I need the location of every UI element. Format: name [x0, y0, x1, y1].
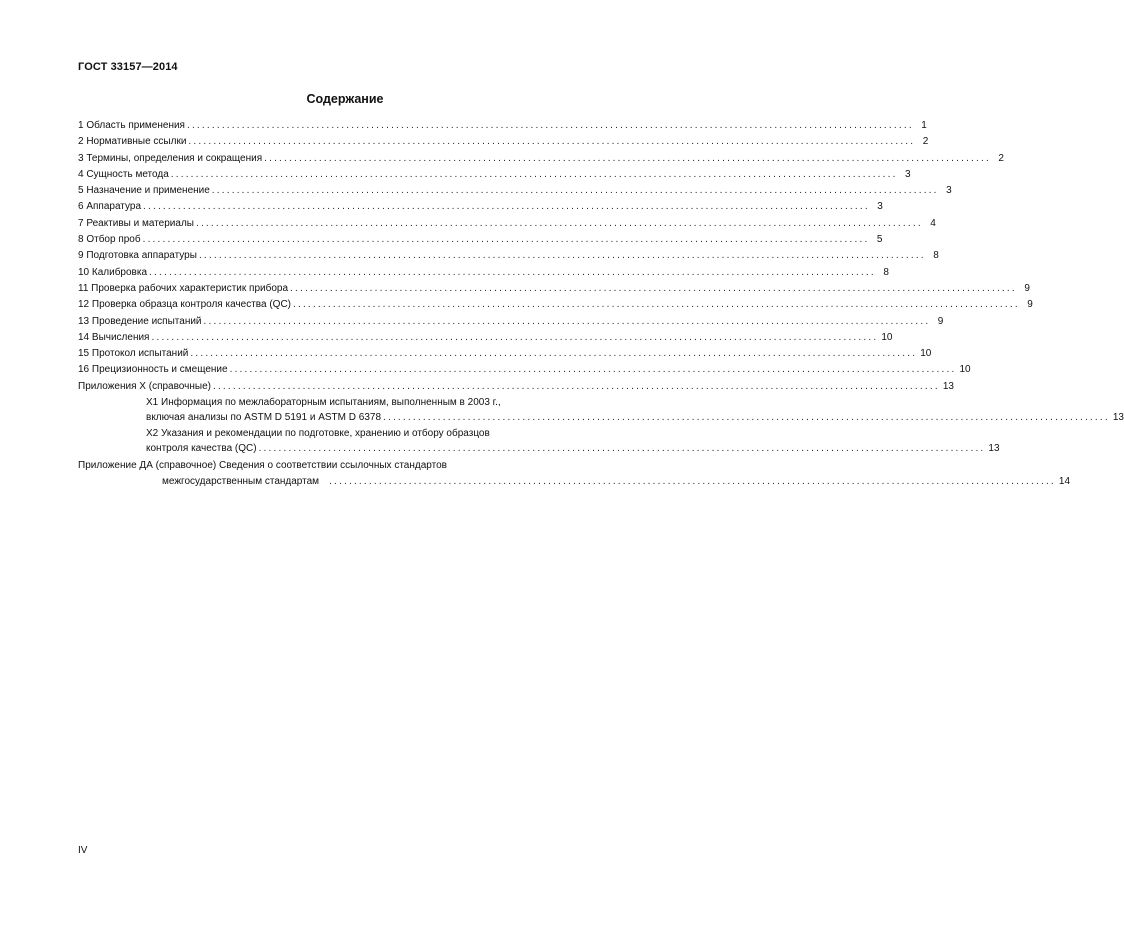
toc-entry-label: 15 Протокол испытаний — [78, 348, 189, 360]
leader-dots: .................................................................................................................................................. — [329, 475, 1056, 487]
leader-dots: .................................................................................................................................................. — [149, 266, 876, 278]
toc-entry-page: 13 — [988, 443, 1000, 455]
toc-entry — [78, 346, 932, 362]
toc-entry — [78, 134, 929, 150]
leader-dots: .................................................................................................................................................. — [151, 331, 879, 343]
toc-entry-label: 13 Проведение испытаний — [78, 315, 202, 327]
appendix-x1-entry — [78, 410, 1124, 426]
toc-entry-label: 4 Сущность метода — [78, 168, 169, 180]
toc-entry-label: 5 Назначение и применение — [78, 185, 210, 197]
toc-entry-page: 13 — [942, 380, 954, 392]
appendix-da-line1: Приложение ДА (справочное) Сведения о соответствии ссылочных стандартов — [78, 459, 447, 471]
toc-entry-label: 14 Вычисления — [78, 331, 150, 343]
appendix-da-line2: межгосударственным стандартам — [162, 475, 320, 487]
toc-entry-page: 9 — [1027, 299, 1033, 311]
leader-dots: .................................................................................................................................................. — [211, 185, 939, 197]
toc-entry-page: 5 — [876, 234, 883, 246]
toc-entry-page: 3 — [946, 185, 952, 197]
toc-entry-label: 11 Проверка рабочих характеристик прибора — [78, 282, 289, 294]
leader-dots: .................................................................................................................................................. — [190, 348, 918, 360]
toc-entry-label: 12 Проверка образца контроля качества (QC) — [78, 299, 291, 311]
leader-dots: .................................................................................................................................................. — [203, 315, 931, 327]
toc-entry — [78, 281, 1030, 297]
toc-entry — [78, 265, 889, 281]
leader-dots: .................................................................................................................................................. — [264, 152, 991, 164]
leader-dots: .................................................................................................................................................. — [170, 168, 898, 180]
toc-entry-page: 10 — [881, 331, 893, 343]
document-code-header: ГОСТ 33157—2014 — [78, 61, 178, 73]
toc-entry-page: 9 — [937, 315, 944, 327]
toc-entry-page: 4 — [930, 217, 936, 229]
toc-entry-label: 1 Область применения — [78, 120, 185, 131]
toc-entry — [78, 183, 952, 199]
appendix-da-entry — [78, 474, 1071, 490]
toc-entry-page: 10 — [959, 364, 971, 376]
toc-entry-label: 7 Реактивы и материалы — [78, 217, 194, 229]
toc-entry-label: 16 Прецизионность и смещение — [78, 364, 228, 376]
toc-entry-page: 2 — [998, 152, 1004, 164]
toc-entry — [78, 151, 1004, 167]
toc-entry-label: 8 Отбор проб — [78, 234, 141, 246]
leader-dots: .................................................................................................................................................. — [290, 282, 1017, 294]
toc-entry — [78, 118, 927, 134]
leader-dots: .................................................................................................................................................. — [188, 136, 916, 148]
toc-entry — [78, 297, 1033, 313]
toc-entry-page: 1 — [921, 120, 927, 131]
toc-entry-page: 8 — [933, 250, 939, 262]
leader-dots: .................................................................................................................................................. — [142, 234, 870, 246]
leader-dots: .................................................................................................................................................. — [229, 364, 957, 376]
toc-entry — [78, 362, 971, 378]
toc-entry-label: Приложения Х (справочные) — [78, 380, 211, 392]
toc-entry-label: 10 Калибровка — [78, 266, 148, 278]
leader-dots: .................................................................................................................................................. — [198, 250, 926, 262]
toc-entry — [78, 314, 944, 330]
toc-entry-label: 2 Нормативные ссылки — [78, 136, 187, 148]
toc-entry — [78, 379, 954, 395]
toc-entry — [78, 248, 939, 264]
toc-title: Содержание — [306, 92, 384, 106]
leader-dots: .................................................................................................................................................. — [143, 201, 870, 213]
toc-entry — [78, 199, 883, 215]
toc-entry — [78, 216, 936, 232]
toc-entry-page: 9 — [1024, 282, 1030, 294]
leader-dots: .................................................................................................................................................. — [293, 299, 1020, 311]
toc-entry — [78, 167, 911, 183]
toc-entry-page: 2 — [922, 136, 929, 148]
leader-dots: .................................................................................................................................................. — [383, 412, 1110, 424]
toc-entry — [78, 330, 893, 346]
toc-entry-label: 9 Подготовка аппаратуры — [78, 250, 197, 262]
appendix-x1-line2: включая анализы по ASTM D 5191 и ASTM D 6378 — [146, 412, 381, 424]
toc-entry — [78, 232, 883, 248]
appendix-x2-entry — [78, 441, 1000, 457]
table-of-contents — [78, 118, 1124, 490]
toc-entry-label: 3 Термины, определения и сокращения — [78, 152, 263, 164]
appendix-x2-line1: Х2 Указания и рекомендации по подготовке, хранению и отбору образцов — [146, 428, 490, 440]
toc-entry-page: 13 — [1112, 412, 1124, 424]
leader-dots: .................................................................................................................................................. — [186, 120, 914, 131]
appendix-x1-line1: Х1 Информация по межлабораторным испытаниям, выполненным в 2003 г., — [146, 397, 501, 409]
toc-entry-page: 8 — [883, 266, 889, 278]
appendix-x2-line2: контроля качества (QC) — [146, 443, 257, 455]
toc-entry-label: 6 Аппаратура — [78, 201, 142, 213]
leader-dots: .................................................................................................................................................. — [258, 443, 986, 455]
leader-dots: .................................................................................................................................................. — [195, 217, 923, 229]
toc-entry-page: 10 — [920, 348, 932, 360]
page-number: IV — [78, 845, 88, 856]
leader-dots: .................................................................................................................................................. — [212, 380, 940, 392]
toc-entry-page: 3 — [877, 201, 883, 213]
toc-entry-page: 14 — [1058, 475, 1071, 487]
toc-entry-page: 3 — [905, 168, 911, 180]
